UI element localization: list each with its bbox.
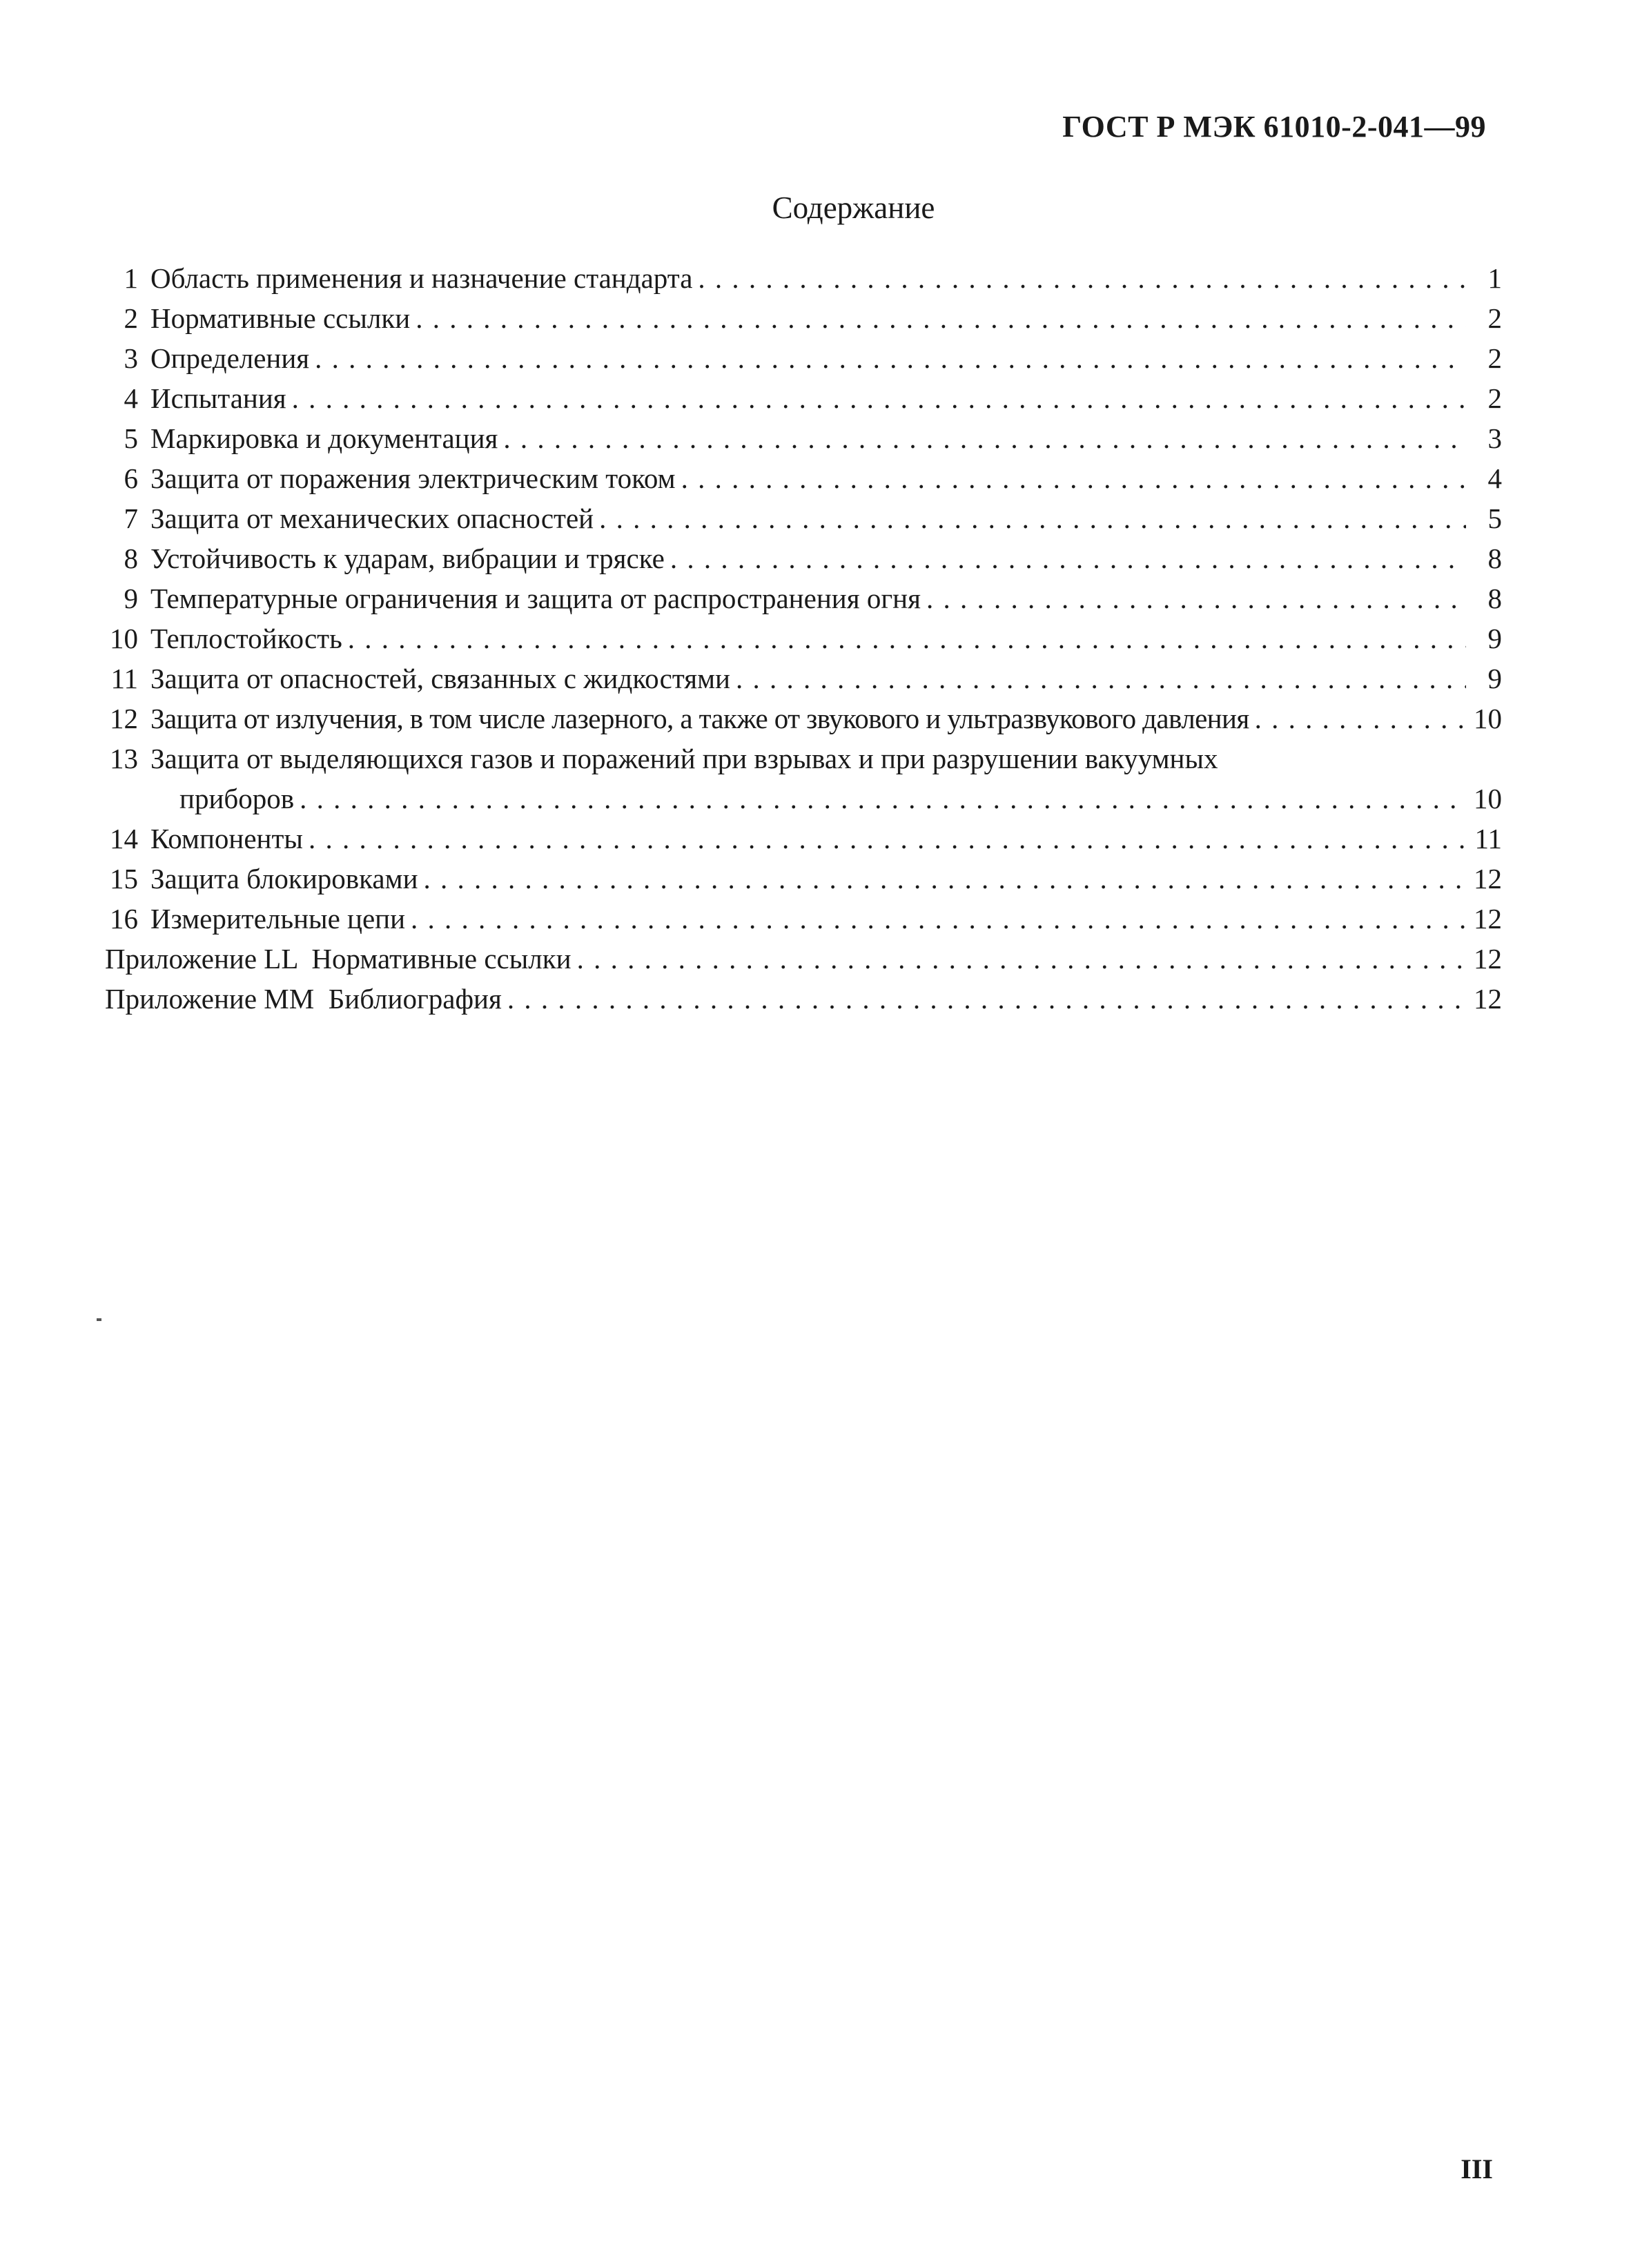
toc-number: 7 [124, 502, 138, 534]
dot-leader [292, 378, 1466, 418]
toc-number: 10 [110, 623, 138, 654]
toc-row[interactable] [105, 298, 1502, 338]
toc-row[interactable] [105, 658, 1502, 698]
toc-number: 5 [124, 422, 138, 454]
toc-page: 5 [1487, 502, 1502, 534]
toc-title: Содержание [772, 190, 935, 225]
toc-label: Компоненты [150, 823, 303, 854]
toc-page: 9 [1487, 663, 1502, 694]
table-of-contents [105, 258, 1502, 1019]
toc-number: 13 [110, 743, 138, 774]
toc-row[interactable] [105, 739, 1502, 779]
toc-label: Защита от опасностей, связанных с жидкостями [150, 663, 730, 694]
dot-leader [416, 298, 1466, 338]
toc-annex-label: Приложение LL Нормативные ссылки [105, 943, 572, 975]
dot-leader [315, 338, 1466, 378]
toc-page: 4 [1487, 462, 1502, 494]
dot-leader [309, 819, 1466, 859]
toc-number: 15 [110, 863, 138, 895]
toc-page: 11 [1474, 823, 1502, 854]
toc-row[interactable] [105, 618, 1502, 658]
toc-label: Область применения и назначение стандарта [150, 262, 693, 294]
toc-row[interactable] [105, 899, 1502, 939]
toc-number: 9 [124, 583, 138, 614]
toc-label: Защита от механических опасностей [150, 502, 594, 534]
dot-leader [681, 458, 1466, 498]
toc-label: Измерительные цепи [150, 903, 406, 935]
toc-label: Устойчивость к ударам, вибрации и тряске [150, 542, 665, 574]
toc-row[interactable] [105, 338, 1502, 378]
toc-row-continuation[interactable] [105, 779, 1502, 819]
toc-page: 2 [1487, 382, 1502, 414]
toc-page: 12 [1474, 863, 1502, 895]
toc-annex-row[interactable] [105, 979, 1502, 1019]
toc-number: 2 [124, 302, 138, 334]
toc-number: 4 [124, 382, 138, 414]
dot-leader [1255, 698, 1466, 739]
toc-row[interactable] [105, 458, 1502, 498]
toc-row[interactable] [105, 418, 1502, 458]
toc-label: Защита от выделяющихся газов и поражений при взрывах и при разрушении вакуумных [150, 743, 1218, 774]
page-number: III [1461, 2153, 1493, 2184]
toc-row[interactable] [105, 498, 1502, 538]
toc-label: Испытания [150, 382, 286, 414]
dot-leader [670, 538, 1466, 578]
toc-row[interactable] [105, 578, 1502, 618]
toc-label-continuation: приборов [179, 783, 295, 814]
dot-leader [698, 258, 1466, 298]
dot-leader [736, 658, 1466, 698]
dot-leader [599, 498, 1466, 538]
dot-leader [503, 418, 1466, 458]
toc-number: 8 [124, 542, 138, 574]
toc-annex-row[interactable] [105, 939, 1502, 979]
dot-leader [577, 939, 1466, 979]
toc-row[interactable] [105, 378, 1502, 418]
dot-leader [926, 578, 1466, 618]
toc-label: Маркировка и документация [150, 422, 498, 454]
toc-page: 8 [1487, 542, 1502, 574]
toc-row[interactable] [105, 819, 1502, 859]
toc-number: 11 [110, 663, 138, 694]
toc-label: Нормативные ссылки [150, 302, 411, 334]
toc-row[interactable] [105, 859, 1502, 899]
dot-leader [507, 979, 1466, 1019]
toc-number: 12 [110, 703, 138, 734]
toc-page: 12 [1474, 943, 1502, 975]
toc-label: Защита блокировками [150, 863, 418, 895]
toc-label: Защита от излучения, в том числе лазерного, а также от звукового и ультразвукового давления [150, 703, 1249, 734]
toc-page: 10 [1474, 783, 1502, 814]
dot-leader [411, 899, 1466, 939]
toc-page: 2 [1487, 302, 1502, 334]
toc-number: 14 [110, 823, 138, 854]
toc-row[interactable] [105, 698, 1502, 739]
dot-leader [424, 859, 1466, 899]
toc-page: 1 [1487, 262, 1502, 294]
toc-page: 3 [1487, 422, 1502, 454]
toc-row[interactable] [105, 538, 1502, 578]
toc-annex-label: Приложение MM Библиография [105, 983, 502, 1015]
toc-page: 10 [1474, 703, 1502, 734]
toc-number: 3 [124, 342, 138, 374]
document-code: ГОСТ Р МЭК 61010-2-041—99 [1062, 110, 1486, 144]
dot-leader [300, 779, 1466, 819]
toc-page: 12 [1474, 983, 1502, 1015]
toc-label: Определения [150, 342, 310, 374]
toc-number: 6 [124, 462, 138, 494]
toc-label: Температурные ограничения и защита от распространения огня [150, 583, 921, 614]
dot-leader [348, 618, 1466, 658]
toc-row[interactable] [105, 258, 1502, 298]
toc-number: 1 [124, 262, 138, 294]
toc-label: Защита от поражения электрическим током [150, 462, 676, 494]
toc-number: 16 [110, 903, 138, 935]
toc-page: 12 [1474, 903, 1502, 935]
toc-page: 9 [1487, 623, 1502, 654]
toc-page: 2 [1487, 342, 1502, 374]
toc-label: Теплостойкость [150, 623, 342, 654]
scan-speck [97, 1318, 101, 1321]
toc-page: 8 [1487, 583, 1502, 614]
